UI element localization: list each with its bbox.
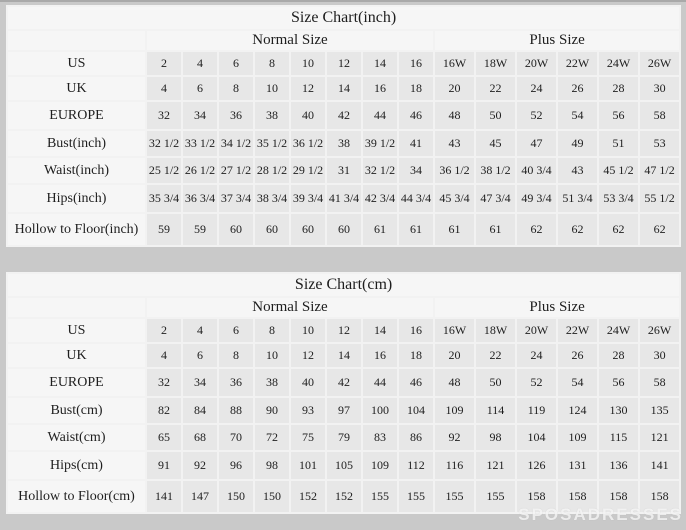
size-value: 16W (434, 51, 475, 76)
row-label-uk: UK (7, 76, 146, 101)
size-value: 131 (557, 451, 598, 480)
size-value: 4 (146, 76, 182, 101)
size-value: 41 (398, 130, 434, 157)
size-value: 12 (326, 51, 362, 76)
size-value: 31 (326, 157, 362, 184)
size-value: 29 1/2 (290, 157, 326, 184)
table-row-hollow-to-floor-cm (7, 480, 680, 513)
row-label-bust-cm: Bust(cm) (7, 397, 146, 424)
size-value: 12 (290, 76, 326, 101)
table-row-waist-inch (7, 157, 680, 184)
size-value: 98 (475, 424, 516, 451)
size-value: 33 1/2 (182, 130, 218, 157)
size-value: 34 (182, 368, 218, 397)
size-value: 8 (254, 51, 290, 76)
size-value: 36 (218, 368, 254, 397)
size-value: 32 1/2 (146, 130, 182, 157)
size-value: 61 (475, 213, 516, 246)
size-value: 59 (182, 213, 218, 246)
size-value: 10 (254, 343, 290, 368)
size-value: 96 (218, 451, 254, 480)
size-value: 28 1/2 (254, 157, 290, 184)
column-group-normal-size: Normal Size (146, 297, 434, 318)
size-value: 49 3/4 (516, 184, 557, 213)
size-value: 44 (362, 101, 398, 130)
size-value: 150 (218, 480, 254, 513)
size-value: 20W (516, 318, 557, 343)
size-value: 61 (362, 213, 398, 246)
size-value: 141 (146, 480, 182, 513)
size-value: 42 (326, 101, 362, 130)
row-label-hips-cm: Hips(cm) (7, 451, 146, 480)
size-value: 158 (516, 480, 557, 513)
size-value: 41 3/4 (326, 184, 362, 213)
size-value: 18W (475, 51, 516, 76)
size-value: 6 (182, 76, 218, 101)
size-value: 60 (290, 213, 326, 246)
size-value: 28 (598, 76, 639, 101)
size-value: 10 (254, 76, 290, 101)
size-value: 68 (182, 424, 218, 451)
size-value: 61 (434, 213, 475, 246)
size-value: 18 (398, 343, 434, 368)
size-value: 45 3/4 (434, 184, 475, 213)
size-value: 141 (639, 451, 680, 480)
size-value: 36 1/2 (290, 130, 326, 157)
size-value: 48 (434, 368, 475, 397)
size-value: 62 (639, 213, 680, 246)
size-chart-cm (6, 272, 680, 514)
size-value: 16W (434, 318, 475, 343)
size-value: 12 (290, 343, 326, 368)
size-value: 84 (182, 397, 218, 424)
size-value: 2 (146, 51, 182, 76)
size-value: 54 (557, 368, 598, 397)
size-value: 62 (516, 213, 557, 246)
size-value: 136 (598, 451, 639, 480)
size-value: 51 3/4 (557, 184, 598, 213)
size-value: 147 (182, 480, 218, 513)
size-value: 65 (146, 424, 182, 451)
size-value: 34 (398, 157, 434, 184)
size-value: 38 1/2 (475, 157, 516, 184)
table-inch (6, 5, 681, 247)
table-row-bust-inch (7, 130, 680, 157)
size-value: 158 (557, 480, 598, 513)
size-value: 58 (639, 368, 680, 397)
size-value: 116 (434, 451, 475, 480)
size-value: 12 (326, 318, 362, 343)
size-value: 24W (598, 51, 639, 76)
size-value: 98 (254, 451, 290, 480)
size-value: 92 (434, 424, 475, 451)
row-label-us: US (7, 51, 146, 76)
size-value: 150 (254, 480, 290, 513)
size-value: 48 (434, 101, 475, 130)
size-value: 6 (218, 51, 254, 76)
table-row-waist-cm (7, 424, 680, 451)
size-value: 155 (362, 480, 398, 513)
size-value: 152 (290, 480, 326, 513)
size-value: 44 3/4 (398, 184, 434, 213)
row-label-bust-inch: Bust(inch) (7, 130, 146, 157)
size-value: 46 (398, 368, 434, 397)
size-value: 43 (557, 157, 598, 184)
size-value: 82 (146, 397, 182, 424)
size-value: 42 (326, 368, 362, 397)
size-value: 60 (218, 213, 254, 246)
size-value: 4 (146, 343, 182, 368)
size-value: 56 (598, 368, 639, 397)
size-chart-inch (6, 5, 680, 247)
size-value: 86 (398, 424, 434, 451)
group-header-spacer (7, 297, 146, 318)
size-value: 14 (326, 343, 362, 368)
row-label-hollow-to-floor-cm: Hollow to Floor(cm) (7, 480, 146, 513)
size-value: 104 (398, 397, 434, 424)
size-value: 38 (254, 101, 290, 130)
size-value: 60 (326, 213, 362, 246)
size-value: 61 (398, 213, 434, 246)
row-label-europe: EUROPE (7, 101, 146, 130)
row-label-waist-inch: Waist(inch) (7, 157, 146, 184)
table-row-hollow-to-floor-inch (7, 213, 680, 246)
size-value: 88 (218, 397, 254, 424)
size-value: 51 (598, 130, 639, 157)
size-value: 6 (182, 343, 218, 368)
table-row-hips-cm (7, 451, 680, 480)
size-value: 52 (516, 368, 557, 397)
size-value: 4 (182, 51, 218, 76)
size-value: 43 (434, 130, 475, 157)
group-header-spacer (7, 30, 146, 51)
table-row-uk (7, 76, 680, 101)
size-value: 53 (639, 130, 680, 157)
size-value: 83 (362, 424, 398, 451)
size-value: 72 (254, 424, 290, 451)
size-value: 38 3/4 (254, 184, 290, 213)
size-value: 91 (146, 451, 182, 480)
size-value: 50 (475, 368, 516, 397)
size-value: 26 1/2 (182, 157, 218, 184)
size-value: 109 (434, 397, 475, 424)
size-value: 56 (598, 101, 639, 130)
size-value: 55 1/2 (639, 184, 680, 213)
size-value: 6 (218, 318, 254, 343)
size-value: 40 3/4 (516, 157, 557, 184)
size-value: 90 (254, 397, 290, 424)
size-value: 97 (326, 397, 362, 424)
size-value: 20 (434, 343, 475, 368)
size-value: 16 (398, 51, 434, 76)
size-value: 112 (398, 451, 434, 480)
size-value: 16 (398, 318, 434, 343)
size-value: 22 (475, 343, 516, 368)
size-value: 37 3/4 (218, 184, 254, 213)
top-edge-divider (0, 0, 686, 2)
size-value: 155 (475, 480, 516, 513)
table-cm (6, 272, 681, 514)
row-label-waist-cm: Waist(cm) (7, 424, 146, 451)
column-group-plus-size: Plus Size (434, 30, 680, 51)
size-value: 62 (598, 213, 639, 246)
size-value: 2 (146, 318, 182, 343)
size-value: 62 (557, 213, 598, 246)
size-value: 8 (218, 343, 254, 368)
size-value: 135 (639, 397, 680, 424)
size-value: 54 (557, 101, 598, 130)
size-value: 28 (598, 343, 639, 368)
size-value: 109 (557, 424, 598, 451)
size-value: 8 (218, 76, 254, 101)
row-label-us: US (7, 318, 146, 343)
size-value: 45 (475, 130, 516, 157)
size-value: 126 (516, 451, 557, 480)
size-value: 38 (326, 130, 362, 157)
size-value: 119 (516, 397, 557, 424)
size-value: 105 (326, 451, 362, 480)
size-value: 34 1/2 (218, 130, 254, 157)
size-value: 45 1/2 (598, 157, 639, 184)
column-group-normal-size: Normal Size (146, 30, 434, 51)
size-value: 47 (516, 130, 557, 157)
size-value: 79 (326, 424, 362, 451)
size-value: 26 (557, 343, 598, 368)
size-value: 22W (557, 51, 598, 76)
size-value: 60 (254, 213, 290, 246)
size-value: 47 1/2 (639, 157, 680, 184)
size-value: 158 (639, 480, 680, 513)
size-value: 10 (290, 51, 326, 76)
size-value: 52 (516, 101, 557, 130)
table-title-inch: Size Chart(inch) (7, 6, 680, 30)
size-value: 14 (362, 51, 398, 76)
size-value: 32 (146, 368, 182, 397)
size-value: 27 1/2 (218, 157, 254, 184)
size-value: 70 (218, 424, 254, 451)
size-value: 47 3/4 (475, 184, 516, 213)
row-label-hollow-to-floor-inch: Hollow to Floor(inch) (7, 213, 146, 246)
size-value: 14 (326, 76, 362, 101)
size-value: 22 (475, 76, 516, 101)
size-value: 30 (639, 76, 680, 101)
size-value: 16 (362, 76, 398, 101)
column-group-plus-size: Plus Size (434, 297, 680, 318)
size-value: 18 (398, 76, 434, 101)
size-value: 30 (639, 343, 680, 368)
size-value: 109 (362, 451, 398, 480)
size-value: 24 (516, 76, 557, 101)
size-value: 121 (639, 424, 680, 451)
size-value: 40 (290, 368, 326, 397)
size-value: 101 (290, 451, 326, 480)
watermark: SPOSADRESSES (518, 505, 683, 524)
size-value: 104 (516, 424, 557, 451)
size-value: 53 3/4 (598, 184, 639, 213)
row-label-europe: EUROPE (7, 368, 146, 397)
size-value: 25 1/2 (146, 157, 182, 184)
size-value: 4 (182, 318, 218, 343)
table-row-us (7, 318, 680, 343)
size-value: 93 (290, 397, 326, 424)
size-value: 38 (254, 368, 290, 397)
size-value: 24 (516, 343, 557, 368)
size-value: 44 (362, 368, 398, 397)
size-value: 22W (557, 318, 598, 343)
size-value: 20 (434, 76, 475, 101)
size-value: 32 (146, 101, 182, 130)
size-value: 36 (218, 101, 254, 130)
size-value: 49 (557, 130, 598, 157)
size-value: 100 (362, 397, 398, 424)
size-value: 35 3/4 (146, 184, 182, 213)
size-value: 152 (326, 480, 362, 513)
size-value: 32 1/2 (362, 157, 398, 184)
size-value: 46 (398, 101, 434, 130)
table-row-uk (7, 343, 680, 368)
size-value: 26W (639, 318, 680, 343)
size-value: 158 (598, 480, 639, 513)
size-value: 40 (290, 101, 326, 130)
size-value: 14 (362, 318, 398, 343)
size-value: 16 (362, 343, 398, 368)
size-value: 34 (182, 101, 218, 130)
size-value: 39 3/4 (290, 184, 326, 213)
row-label-uk: UK (7, 343, 146, 368)
table-row-hips-inch (7, 184, 680, 213)
size-value: 59 (146, 213, 182, 246)
size-value: 124 (557, 397, 598, 424)
size-value: 115 (598, 424, 639, 451)
size-value: 155 (434, 480, 475, 513)
size-value: 10 (290, 318, 326, 343)
size-value: 92 (182, 451, 218, 480)
table-row-bust-cm (7, 397, 680, 424)
size-value: 58 (639, 101, 680, 130)
size-value: 26W (639, 51, 680, 76)
size-value: 42 3/4 (362, 184, 398, 213)
size-value: 8 (254, 318, 290, 343)
row-label-hips-inch: Hips(inch) (7, 184, 146, 213)
size-value: 39 1/2 (362, 130, 398, 157)
size-value: 75 (290, 424, 326, 451)
table-title-cm: Size Chart(cm) (7, 273, 680, 297)
size-value: 114 (475, 397, 516, 424)
table-row-us (7, 51, 680, 76)
size-value: 18W (475, 318, 516, 343)
size-value: 24W (598, 318, 639, 343)
size-value: 36 3/4 (182, 184, 218, 213)
size-value: 121 (475, 451, 516, 480)
table-row-europe (7, 368, 680, 397)
size-value: 20W (516, 51, 557, 76)
size-value: 155 (398, 480, 434, 513)
size-value: 26 (557, 76, 598, 101)
size-value: 50 (475, 101, 516, 130)
size-value: 130 (598, 397, 639, 424)
table-row-europe (7, 101, 680, 130)
size-value: 36 1/2 (434, 157, 475, 184)
size-value: 35 1/2 (254, 130, 290, 157)
